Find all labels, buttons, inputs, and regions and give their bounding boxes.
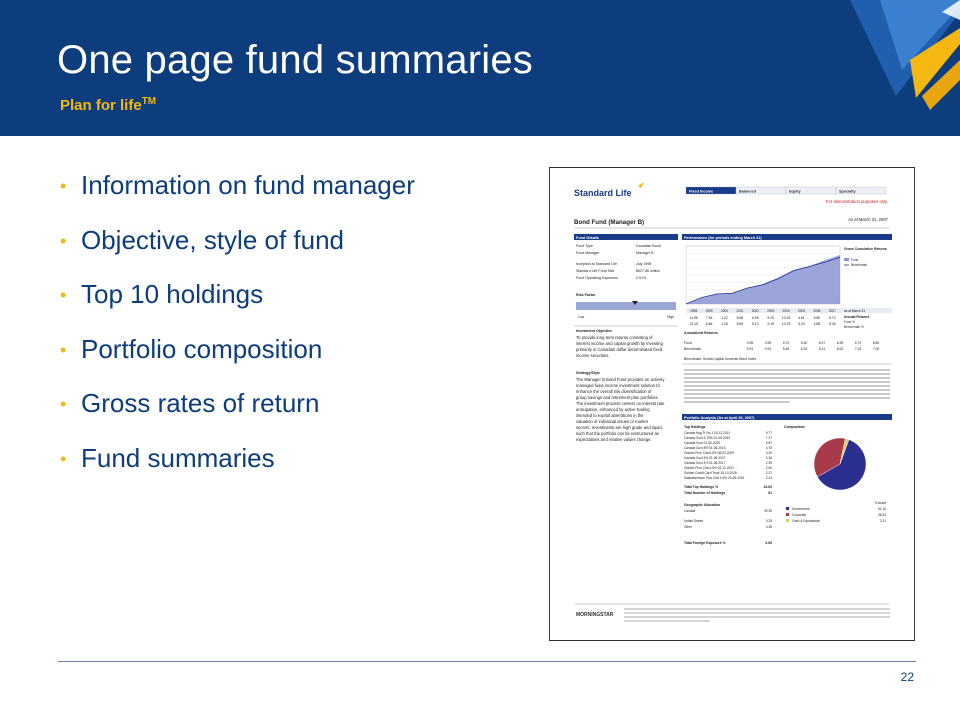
bullet-dot-icon: • [60, 394, 67, 414]
geo-weight: 0.29 [765, 519, 772, 523]
geo-region: Canada [684, 509, 696, 513]
annual-fund-value: 11.95 [689, 316, 698, 320]
objective-text: primarily in Canadian dollar denominated fixed [576, 347, 663, 352]
strategy-text: such that the portfolio can be restructured as [576, 431, 659, 436]
doc-tab-label: Equity [789, 189, 801, 194]
annual-fund-value: 4.61 [798, 316, 805, 320]
annual-fund-value: 6.80 [813, 316, 821, 320]
geo-region: United States [684, 519, 704, 523]
annualized-benchmark-value: 7.00 [872, 347, 880, 351]
annualized-fund-value: 6.73 [854, 341, 862, 345]
fund-detail-value: $627.86 million [636, 269, 661, 273]
section-heading: Fund Details [576, 236, 599, 240]
holding-name: Saskatchewan Prov Cda 4.5% 23-08-2016 [684, 476, 745, 480]
annual-fund-value: 6.65 [751, 316, 759, 320]
page-number: 22 [900, 670, 914, 684]
annual-fund-value: 1.22 [721, 316, 728, 320]
legend-fund-swatch [844, 258, 849, 261]
footer-divider [58, 661, 916, 662]
annualized-fund-value: 5.70 [782, 341, 790, 345]
composition-label: Corporate [792, 513, 807, 517]
composition-value: 36.53 [878, 513, 886, 517]
year-label: 2004 [782, 309, 790, 313]
strategy-text: The Manager B Bond Fund provides an actively [576, 377, 665, 382]
composition-swatch [786, 513, 789, 516]
annualized-fund-value: 6.35 [836, 341, 844, 345]
fund-detail-label: Fund Manager [576, 251, 600, 255]
annual-fund-value: 8.88 [736, 316, 744, 320]
total-top-holdings-label: Total Top Holdings % [684, 485, 719, 489]
fund-detail-label: Fund Operating Expenses [576, 276, 618, 280]
annualized-fund-value: 5.30 [800, 341, 808, 345]
holding-name: Canada Govt 5.75% 01-06-2033 [684, 436, 730, 440]
annualized-fund-value: 6.80 [872, 341, 880, 345]
bullet-dot-icon: • [60, 285, 67, 305]
annual-fund-value: 5.70 [828, 316, 836, 320]
composition-label: Government [792, 507, 810, 511]
composition-value: 2.31 [879, 519, 886, 523]
fund-detail-value: 0.01% [636, 276, 647, 280]
demo-note: For demonstration purposes only. [825, 199, 888, 204]
annual-benchmark-value: 5.10 [751, 322, 759, 326]
strategy-text: sectors. Investments are high grade and liquid, [576, 425, 663, 430]
strategy-text: expectations and relative values change. [576, 437, 652, 442]
bullet-item: • Objective, style of fund [60, 224, 345, 255]
composition-swatch [786, 519, 789, 522]
composition-swatch [786, 507, 789, 510]
doc-tab-label: Specialty [839, 189, 856, 194]
top-holdings-heading: Top Holdings [684, 425, 706, 429]
fund-detail-label: Fund Type [576, 244, 593, 248]
holding-name: Canada Hsg Tr No 1 15-12-2011 [684, 431, 731, 435]
bullet-item: • Portfolio composition [60, 333, 323, 364]
geo-weight: 0.36 [765, 525, 772, 529]
year-label: 2000 [720, 309, 729, 313]
trademark-mark: TM [141, 96, 157, 107]
strategy-text: group savings and retirement plan portfolios. [576, 395, 659, 400]
holding-weight: 2.24 [765, 476, 772, 480]
holding-weight: 3.40 [765, 451, 772, 455]
strategy-text: anticipation, enhanced by active trading [576, 407, 650, 412]
holding-weight: 3.36 [765, 456, 772, 460]
holding-weight: 4.76 [765, 446, 772, 450]
annualized-benchmark-value: 6.53 [836, 347, 844, 351]
risk-low-label: Low [578, 315, 585, 319]
annualized-benchmark-value: 7.03 [854, 347, 862, 351]
legend-benchmark-label: Benchmark [851, 263, 868, 267]
doc-tab-label: Fixed Income [689, 189, 714, 194]
annualized-heading: Annualized Returns [684, 331, 718, 335]
holding-name: Canada Govt 8% 01-06-2016 [684, 446, 726, 450]
total-holdings-label: Total Number of Holdings [684, 491, 726, 495]
as-at-date: As at March 31, 2007 [848, 217, 888, 222]
holding-weight: 2.60 [765, 466, 772, 470]
tagline-text: Plan for life [60, 97, 142, 114]
annual-benchmark-value: 4.88 [813, 322, 821, 326]
bullet-dot-icon: • [60, 176, 67, 196]
annualized-fund-value: 0.96 [746, 341, 754, 345]
annual-fund-row-label: Fund % [844, 320, 855, 324]
foreign-exposure-label: Total Foreign Exposure % [684, 541, 726, 545]
annualized-fund-label: Fund [684, 341, 692, 345]
composition-heading: Composition [784, 425, 805, 429]
bullet-item: • Top 10 holdings [60, 279, 264, 309]
doc-tab-label: Balanced [739, 189, 756, 194]
fund-detail-label: Inception at Standard Life [576, 262, 617, 266]
year-label: 2002 [751, 309, 759, 313]
section-heading: Performance (for periods ending March 31) [684, 236, 762, 240]
annualized-benchmark-value: 5.16 [800, 347, 808, 351]
year-label: 2001 [736, 309, 744, 313]
bullet-dot-icon: • [60, 339, 67, 360]
fund-detail-value: Canadian Bond [636, 244, 661, 248]
bullet-list [60, 170, 415, 497]
objective-heading: Investment Objective [576, 329, 613, 333]
year-label: 2006 [813, 309, 821, 313]
composition-column-header: % Asset [874, 501, 886, 505]
slide-title: One page fund summaries [57, 38, 533, 82]
annual-benchmark-value: 5.03 [798, 322, 805, 326]
fund-detail-value: July 1998 [636, 262, 652, 266]
annualized-benchmark-value: 5.46 [782, 347, 790, 351]
benchmark-note: Benchmark: Scotia Capital Universe Bond Index [684, 357, 757, 361]
year-row-caption: as at March 31 [844, 309, 866, 313]
holding-weight: 2.95 [765, 461, 772, 465]
brand-logo-shape [810, 0, 960, 136]
total-top-holdings-value: 44.63 [763, 485, 772, 489]
section-heading: Portfolio Analysis (As at April 30, 2007) [684, 416, 755, 420]
holding-name: Golden Credit Card Trust 15-10-2008 [684, 471, 737, 475]
strategy-heading: Strategy/Style [576, 371, 600, 375]
annual-benchmark-value: 9.15 [767, 322, 775, 326]
slide-header [0, 0, 960, 136]
year-label: 1998 [690, 309, 698, 313]
holding-weight: 5.87 [765, 441, 772, 445]
brand-name: Standard Life [574, 188, 632, 198]
tagline [60, 96, 156, 114]
bullet-item: • Information on fund manager [60, 170, 415, 200]
fund-summary-document [549, 167, 915, 641]
bullet-item: • Fund summaries [60, 442, 275, 473]
bullet-dot-icon: • [60, 230, 67, 251]
strategy-text: managed fixed income investment solution to [576, 383, 660, 388]
bullet-item: • Gross rates of return [60, 388, 320, 418]
holding-name: Canada Govt 4% 01-06-2017 [684, 461, 726, 465]
annual-fund-value: 10.26 [781, 316, 791, 320]
annualized-fund-value: 5.07 [818, 341, 826, 345]
annual-benchmark-value: 1.26 [721, 322, 728, 326]
annual-fund-value: 7.56 [705, 316, 713, 320]
geo-heading: Geographic Allocation [684, 503, 721, 507]
fund-summary-page [550, 168, 914, 640]
objective-text: To provide long term returns consisting of [576, 335, 653, 340]
annual-benchmark-value: 13.15 [689, 322, 698, 326]
objective-text: income securities. [576, 353, 610, 358]
geo-region: Other [684, 525, 692, 529]
legend-fund-label: Fund [851, 258, 859, 262]
holding-name: Ontario Prov Cda 4.5% 02-12-2021 [684, 466, 734, 470]
strategy-text: enhance the overall risk diversification of [576, 389, 652, 394]
strategy-text: intended to exploit aberrations in the [576, 413, 644, 418]
fund-name: Bond Fund (Manager B) [574, 219, 645, 226]
annual-fund-value: 9.26 [767, 316, 775, 320]
annual-benchmark-row-label: Benchmark % [844, 325, 864, 329]
year-label: 2007 [828, 309, 836, 313]
annual-returns-heading: Annual Returns [844, 315, 870, 319]
morningstar-logo: MORNINGSTAR [576, 612, 614, 618]
risk-heading: Risk Factor [576, 293, 596, 297]
objective-text: interest income and capital growth by investing [576, 341, 663, 346]
composition-label: Cash & Equivalents [792, 519, 820, 523]
strategy-text: The investment process centers on interest rate [576, 401, 665, 406]
annualized-benchmark-value: 0.91 [746, 347, 754, 351]
year-label: 2003 [767, 309, 775, 313]
annual-benchmark-value: 10.78 [781, 322, 791, 326]
annualized-benchmark-value: 0.91 [764, 347, 772, 351]
bullet-dot-icon: • [60, 448, 67, 469]
holding-name: Ontario Prov Cda 6.5% 08-03-2029 [684, 451, 734, 455]
chart-legend-title: Gross Cumulative Returns [844, 247, 887, 251]
brand-mark-icon [638, 182, 644, 188]
risk-scale-bar [576, 302, 676, 310]
composition-value: 61.16 [878, 507, 886, 511]
holding-weight: 7.37 [765, 436, 772, 440]
annualized-benchmark-label: Benchmark [684, 347, 702, 351]
total-holdings-value: 81 [768, 491, 772, 495]
year-label: 2005 [797, 309, 806, 313]
fund-detail-value: Manager B [636, 251, 654, 255]
strategy-text: valuation of individual issues or market [576, 419, 648, 424]
year-label: 1999 [705, 309, 713, 313]
annual-benchmark-value: 6.66 [705, 322, 713, 326]
annualized-fund-value: 0.96 [764, 341, 772, 345]
holding-weight: 2.37 [765, 471, 772, 475]
holding-name: Canada Govt 01-06-2029 [684, 441, 720, 445]
annual-benchmark-value: 5.46 [828, 322, 836, 326]
fund-detail-label: Standard Life Fund Size [576, 269, 615, 273]
foreign-exposure-value: 0.65 [765, 541, 772, 545]
holding-name: Canada Govt 5% 01-06-2037 [684, 456, 726, 460]
annualized-benchmark-value: 5.11 [818, 347, 826, 351]
risk-high-label: High [667, 315, 674, 319]
annual-benchmark-value: 8.89 [736, 322, 744, 326]
geo-weight: 99.35 [764, 509, 772, 513]
holding-weight: 9.77 [765, 431, 772, 435]
